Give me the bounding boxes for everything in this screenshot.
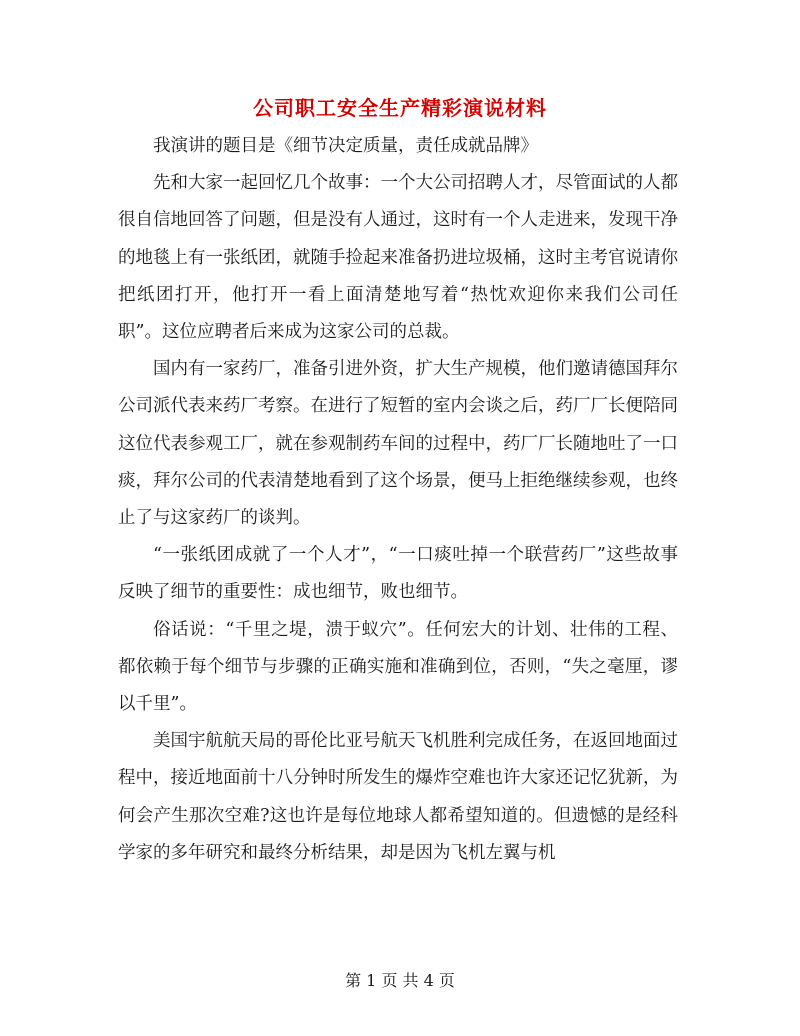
paragraph-proverb: 俗话说：“千里之堤，溃于蚁穴”。任何宏大的计划、壮伟的工程、都依赖于每个细节与步骤的正确实施和准确到位，否则，“失之毫厘，谬以千里”。	[118, 619, 678, 715]
paragraph-speech-topic: 我演讲的题目是《细节决定质量，责任成就品牌》	[153, 136, 538, 156]
paragraph-pharma-story: 国内有一家药厂，准备引进外资，扩大生产规模，他们邀请德国拜尔公司派代表来药厂考察。在进行了短暂的室内会谈之后，药厂厂长便陪同这位代表参观工厂，就在参观制药车间的过程中，药厂厂长随地吐了一口痰，拜尔公司的代表清楚地看到了这个场景，便马上拒绝继续参观，也终止了与这家药厂的谈判。	[118, 359, 678, 529]
paragraph-hiring-story: 先和大家一起回忆几个故事：一个大公司招聘人才，尽管面试的人都很自信地回答了问题，但是没有人通过，这时有一个人走进来，发现干净的地毯上有一张纸团，就随手捡起来准备扔进垃圾桶，这时主考官说请你把纸团打开，他打开一看上面清楚地写着“热忱欢迎你来我们公司任职”。这位应聘者后来成为这家公司的总裁。	[118, 173, 678, 343]
page-footer: 第 1 页 共 4 页	[345, 971, 455, 990]
document-body	[118, 128, 678, 872]
paragraph-columbia: 美国宇航航天局的哥伦比亚号航天飞机胜利完成任务，在返回地面过程中，接近地面前十八分钟时所发生的爆炸空难也许大家还记忆犹新，为何会产生那次空难?这也许是每位地球人都希望知道的。但遗憾的是经科学家的多年研究和最终分析结果，却是因为飞机左翼与机	[118, 731, 678, 863]
paragraph-detail-importance: “一张纸团成就了一个人才”，“一口痰吐掉一个联营药厂”这些故事反映了细节的重要性：成也细节，败也细节。	[118, 545, 678, 603]
page-title: 公司职工安全生产精彩演说材料	[253, 96, 547, 120]
